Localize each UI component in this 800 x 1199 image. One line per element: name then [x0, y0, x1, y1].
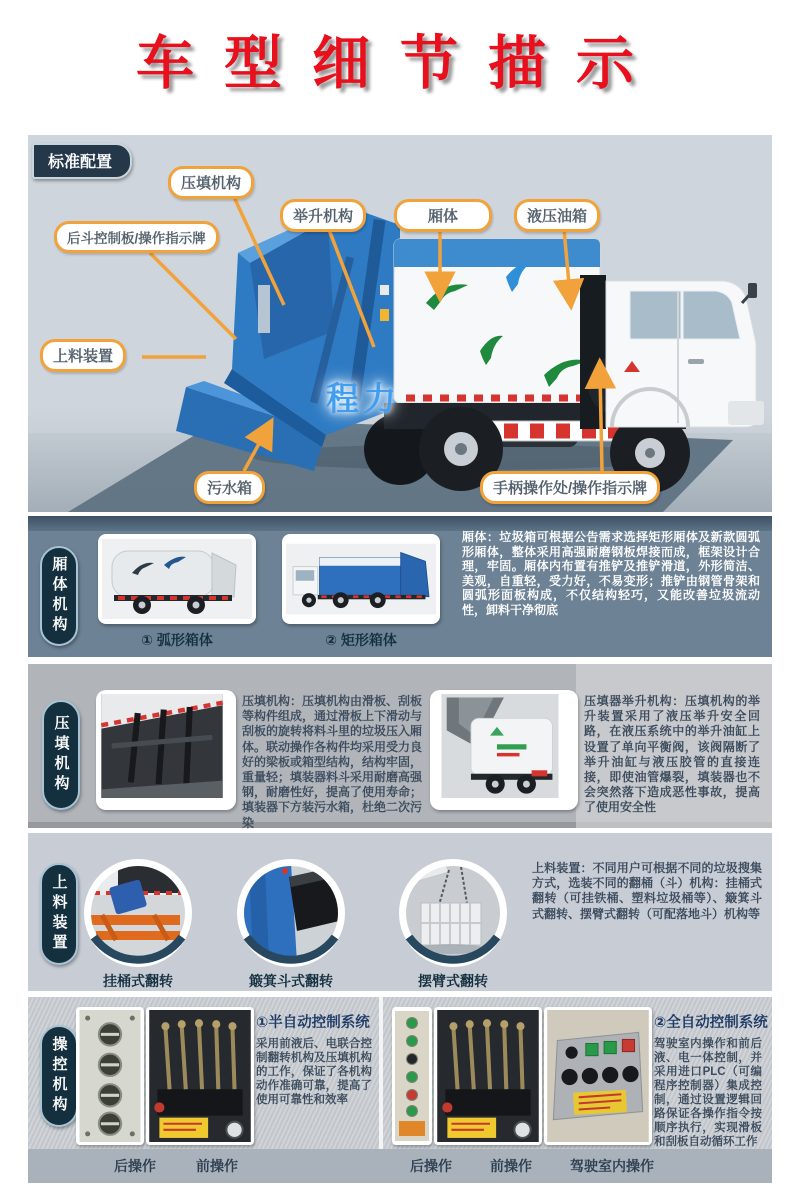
full-auto-heading: ②全自动控制系统 — [654, 1015, 768, 1031]
rear-control-panel-photo — [76, 1007, 144, 1145]
dustpan-bucket-photo — [235, 857, 347, 969]
caption-swing-arm: 摆臂式翻转 — [418, 973, 488, 989]
loading-description: 上料装置：不同用户可根据不同的垃圾搜集方式，选装不同的翻桶（斗）机构：挂桶式翻转（可挂铁桶、塑料垃圾桶等）、簸箕斗式翻转、摆臂式翻转（可配落地斗）机构等 — [532, 861, 762, 921]
loading-section — [28, 833, 772, 991]
section-label-box-body: 厢体机构 — [40, 546, 78, 646]
callout-handle-operation: 手柄操作处/操作指示牌 — [480, 471, 660, 504]
box-body-section — [28, 516, 772, 657]
callout-lift-mechanism: 举升机构 — [280, 199, 366, 232]
caption-dustpan-bucket: 簸箕斗式翻转 — [249, 973, 333, 989]
button-strip-photo — [392, 1007, 432, 1145]
section-label-loading: 上料装置 — [40, 863, 78, 965]
arc-box-photo — [98, 534, 256, 624]
callout-press-mechanism: 压填机构 — [168, 166, 254, 199]
footer-rear-operation-right: 后操作 — [410, 1158, 452, 1174]
rect-box-photo — [282, 534, 440, 624]
press-section — [28, 664, 772, 828]
hydraulic-levers-photo-left — [146, 1007, 254, 1145]
truck-brand-logo: 程力 — [326, 380, 400, 417]
footer-front-operation-left: 前操作 — [196, 1158, 238, 1174]
section-label-control: 操控机构 — [40, 1025, 78, 1127]
hang-bucket-photo — [82, 857, 194, 969]
callout-box-body: 厢体 — [394, 199, 492, 232]
page-title: 车型细节描示 — [135, 31, 664, 96]
callout-rear-control-panel: 后斗控制板/操作指示牌 — [54, 221, 219, 253]
caption-rect-box: ② 矩形箱体 — [325, 632, 397, 648]
box-body-description: 厢体：垃圾箱可根据公告需求选择矩形厢体及新款圆弧形厢体，整体采用高强耐磨钢板焊接而成，框架设计合理，牢固。厢体内布置有推铲及推铲滑道，外形简洁、美观，自重轻，受力好，不易变形；推铲由钢管骨架和圆弧形面板构成，不仅结构轻巧，又能改善垃圾流动性，卸料干净彻底 — [462, 530, 760, 617]
cab — [580, 275, 764, 429]
standard-config-tab: 标准配置 — [32, 143, 132, 179]
control-section — [28, 997, 772, 1186]
caption-hang-bucket: 挂桶式翻转 — [103, 973, 173, 989]
lift-mechanism-photo — [430, 690, 578, 810]
callout-loading-device: 上料装置 — [40, 339, 126, 372]
full-auto-description: 驾驶室内操作和前后液、电一体控制，并采用进口PLC（可编程序控制器）集成控制，通过设置逻辑回路保证各操作指令按顺序执行，实现滑板和刮板自动循环工作 — [654, 1038, 762, 1148]
control-footer-bar — [28, 1149, 772, 1183]
hydraulic-levers-photo-right — [434, 1007, 542, 1145]
section-label-press: 压填机构 — [42, 700, 80, 810]
callout-hydraulic-tank: 液压油箱 — [514, 199, 600, 232]
box-body — [394, 239, 600, 403]
truck-illustration — [28, 135, 772, 512]
caption-arc-box: ① 弧形箱体 — [141, 632, 213, 648]
footer-front-operation-right: 前操作 — [490, 1158, 532, 1174]
footer-cab-operation: 驾驶室内操作 — [570, 1158, 654, 1174]
swing-arm-photo — [397, 857, 509, 969]
lift-description: 压填器举升机构：压填机构的举升装置采用了液压举升安全回路，在液压系统中的举升油缸上设置了单向平衡阀，该阀隔断了举升油缸与液压胶管的直接连接，即使油管爆裂，填装器也不会突然落下造成恶性事故，提高了使用安全性 — [584, 694, 760, 815]
semi-auto-description: 采用前液后、电联合控制翻转机构及压填机构的工作，保证了各机构动作准确可靠，提高了使用可靠性和效率 — [256, 1038, 372, 1106]
hopper-interior-photo — [96, 690, 236, 810]
callout-sewage-tank: 污水箱 — [194, 471, 265, 504]
semi-auto-heading: ①半自动控制系统 — [256, 1015, 370, 1031]
plc-control-box-photo — [544, 1007, 652, 1145]
panel-divider — [379, 997, 383, 1149]
standard-config-section — [28, 135, 772, 512]
press-description: 压填机构：压填机构由滑板、刮板等构件组成，通过滑板上下滑动与刮板的旋转将料斗里的垃圾压入厢体。联动操作各构件均采用受力良好的梁板或箱型结构，结构牢固，重量轻；填装器料斗采用耐磨高强钢，耐磨性好，提高了使用寿命；填装器下方装污水箱，杜绝二次污染 — [242, 694, 423, 830]
footer-rear-operation-left: 后操作 — [114, 1158, 156, 1174]
section-bevel — [28, 516, 772, 531]
